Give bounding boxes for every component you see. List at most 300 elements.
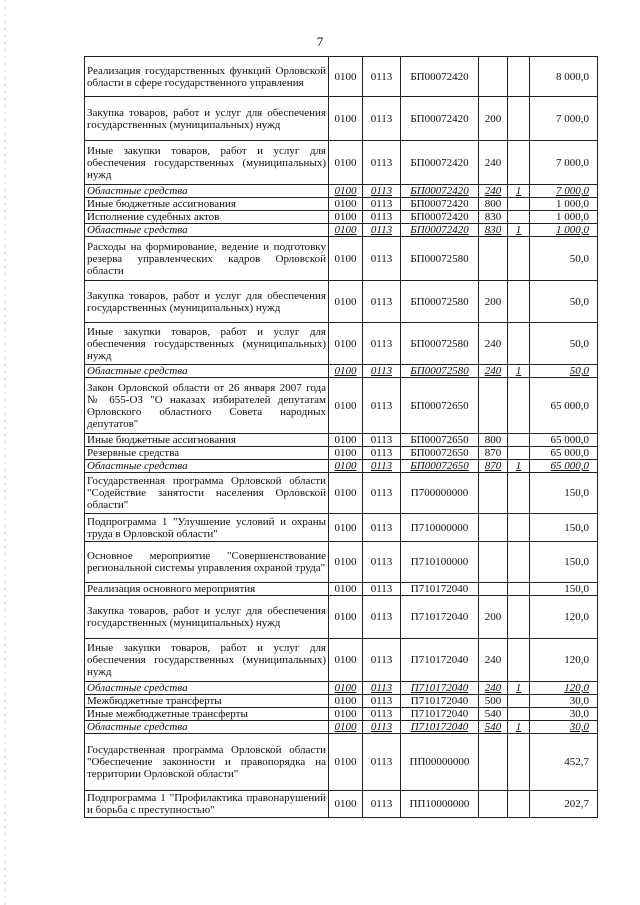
target-article-cell-text: БП00072580 [410,337,469,350]
target-article-cell [401,237,479,281]
section-code-cell-text: 0100 [334,521,357,534]
subsection-code-cell-text: 0113 [370,211,393,223]
target-article-cell-text: П700000000 [410,487,469,499]
expense-type-cell [479,721,508,734]
section-code-cell [329,198,363,211]
amount-cell-text: 1 000,0 [556,198,589,210]
target-article-cell-text: П710172040 [410,682,469,694]
row-name-cell [85,434,329,447]
row-name-cell [85,378,329,434]
target-article-cell [401,447,479,460]
row-name-cell-text: Областные средства [87,682,188,694]
funding-source-cell-text: 1 [515,365,522,377]
funding-source-cell [508,434,530,447]
subsection-code-cell-text: 0113 [370,112,393,125]
row-name-cell [85,791,329,818]
table-row-funds [85,682,598,695]
page-number: 7 [316,34,324,49]
row-name-cell-text: Иные бюджетные ассигнования [87,434,236,446]
target-article-cell-text: БП00072420 [410,198,469,210]
row-name-cell-text: Закупка товаров, работ и услуг для обеспечения государственных (муниципальных) нужд [87,605,326,629]
row-name-cell-text: Закупка товаров, работ и услуг для обеспечения государственных (муниципальных) нужд [87,289,326,314]
table-row [85,281,598,323]
funding-source-cell [508,583,530,596]
section-code-cell-text: 0100 [334,252,357,265]
section-code-cell-text: 0100 [334,611,357,623]
funding-source-cell [508,542,530,583]
table-row [85,734,598,791]
expense-type-cell-text: 870 [484,460,502,472]
funding-source-cell [508,185,530,198]
funding-source-cell [508,596,530,639]
section-code-cell [329,734,363,791]
amount-cell-text: 7 000,0 [556,156,589,169]
expense-type-cell-text: 200 [484,295,502,308]
amount-cell [530,639,598,682]
section-code-cell [329,596,363,639]
subsection-code-cell [363,281,401,323]
subsection-code-cell-text: 0113 [370,654,393,666]
amount-cell [530,791,598,818]
section-code-cell-text: 0100 [334,756,357,768]
row-name-cell-text: Областные средства [87,365,188,377]
section-code-cell-text: 0100 [334,399,357,412]
target-article-cell-text: БП00072650 [410,434,469,446]
funding-source-cell [508,323,530,365]
row-name-cell [85,323,329,365]
funding-source-cell [508,378,530,434]
amount-cell-text: 150,0 [564,487,589,499]
amount-cell [530,141,598,185]
funding-source-cell [508,682,530,695]
row-name-cell [85,542,329,583]
funding-source-cell [508,473,530,514]
row-name-cell [85,365,329,378]
target-article-cell [401,682,479,695]
row-name-cell [85,639,329,682]
table-row [85,542,598,583]
section-code-cell [329,57,363,97]
target-article-cell-text: БП00072420 [410,185,469,197]
section-code-cell-text: 0100 [334,434,357,446]
expense-type-cell [479,695,508,708]
row-name-cell [85,185,329,198]
subsection-code-cell-text: 0113 [370,185,393,197]
row-name-cell [85,141,329,185]
subsection-code-cell [363,542,401,583]
row-name-cell [85,57,329,97]
section-code-cell [329,185,363,198]
expense-type-cell [479,473,508,514]
target-article-cell-text: П710172040 [410,654,469,666]
row-name-cell-text: Исполнение судебных актов [87,211,220,223]
amount-cell [530,365,598,378]
target-article-cell-text: П710172040 [410,583,469,595]
expense-type-cell [479,378,508,434]
subsection-code-cell [363,434,401,447]
amount-cell-text: 65 000,0 [550,460,589,472]
subsection-code-cell-text: 0113 [370,252,393,265]
amount-cell-text: 150,0 [564,583,589,595]
section-code-cell-text: 0100 [334,185,357,197]
row-name-cell-text: Иные бюджетные ассигнования [87,198,236,210]
subsection-code-cell-text: 0113 [370,756,393,768]
amount-cell-text: 8 000,0 [556,70,589,83]
section-code-cell [329,323,363,365]
target-article-cell-text: БП00072420 [410,156,469,169]
section-code-cell-text: 0100 [334,798,357,810]
subsection-code-cell [363,211,401,224]
expense-type-cell [479,237,508,281]
subsection-code-cell-text: 0113 [370,708,393,720]
row-name-cell [85,682,329,695]
amount-cell-text: 65 000,0 [550,434,589,446]
subsection-code-cell-text: 0113 [370,337,393,350]
amount-cell-text: 1 000,0 [556,224,589,236]
amount-cell-text: 30,0 [569,695,589,707]
amount-cell-text: 30,0 [569,708,589,720]
section-code-cell [329,281,363,323]
funding-source-cell [508,695,530,708]
section-code-cell-text: 0100 [334,156,357,169]
subsection-code-cell-text: 0113 [370,198,393,210]
section-code-cell [329,639,363,682]
subsection-code-cell [363,721,401,734]
target-article-cell-text: ПП10000000 [409,798,470,810]
target-article-cell-text: П710100000 [410,556,469,568]
row-name-cell-text: Иные закупки товаров, работ и услуг для обеспечения государственных (муниципальных) нужд [87,325,326,362]
expense-type-cell [479,542,508,583]
expense-type-cell-text: 830 [484,224,502,236]
section-code-cell [329,791,363,818]
target-article-cell-text: БП00072580 [410,365,469,377]
row-name-cell [85,695,329,708]
target-article-cell [401,434,479,447]
target-article-cell [401,583,479,596]
target-article-cell [401,185,479,198]
target-article-cell [401,198,479,211]
section-code-cell-text: 0100 [334,708,357,720]
row-name-cell [85,237,329,281]
target-article-cell-text: П710172040 [410,708,469,720]
amount-cell [530,97,598,141]
expense-type-cell-text: 830 [484,211,502,223]
section-code-cell [329,473,363,514]
expense-type-cell-text: 240 [484,365,502,377]
table-row [85,447,598,460]
expense-type-cell-text: 240 [484,654,502,666]
funding-source-cell-text: 1 [515,682,522,694]
row-name-cell-text: Основное мероприятие "Совершенствование региональной системы управления охраной труда" [87,550,326,574]
amount-cell-text: 150,0 [564,521,589,534]
subsection-code-cell [363,365,401,378]
subsection-code-cell [363,695,401,708]
row-name-cell [85,583,329,596]
expense-type-cell [479,57,508,97]
subsection-code-cell-text: 0113 [370,447,393,459]
expense-type-cell [479,281,508,323]
table-row [85,97,598,141]
funding-source-cell [508,721,530,734]
funding-source-cell [508,639,530,682]
section-code-cell [329,708,363,721]
subsection-code-cell [363,682,401,695]
subsection-code-cell [363,141,401,185]
amount-cell [530,198,598,211]
table-row [85,583,598,596]
target-article-cell [401,281,479,323]
target-article-cell-text: БП00072580 [410,295,469,308]
amount-cell-text: 1 000,0 [556,211,589,223]
amount-cell [530,434,598,447]
row-name-cell-text: Областные средства [87,460,188,472]
expense-type-cell-text: 540 [484,708,502,720]
row-name-cell [85,460,329,473]
section-code-cell-text: 0100 [334,583,357,595]
subsection-code-cell [363,639,401,682]
expense-type-cell [479,791,508,818]
target-article-cell [401,365,479,378]
target-article-cell-text: П710172040 [410,611,469,623]
target-article-cell [401,734,479,791]
section-code-cell-text: 0100 [334,365,357,377]
row-name-cell-text: Иные межбюджетные трансферты [87,708,248,720]
row-name-cell [85,211,329,224]
funding-source-cell-text: 1 [515,185,522,197]
expense-type-cell-text: 240 [484,185,502,197]
expense-type-cell-text: 200 [484,112,502,125]
funding-source-cell [508,514,530,542]
funding-source-cell-text: 1 [515,460,522,472]
expense-type-cell-text: 800 [484,434,502,446]
expense-type-cell [479,682,508,695]
row-name-cell-text: Расходы на формирование, ведение и подготовку резерва управленческих кадров Орловской области [87,240,326,277]
subsection-code-cell [363,198,401,211]
section-code-cell [329,542,363,583]
target-article-cell-text: БП00072650 [410,399,469,412]
table-row [85,211,598,224]
amount-cell-text: 50,0 [569,252,589,265]
subsection-code-cell-text: 0113 [370,798,393,810]
amount-cell [530,57,598,97]
section-code-cell-text: 0100 [334,460,357,472]
target-article-cell [401,596,479,639]
target-article-cell-text: БП00072650 [410,447,469,459]
table-row [85,695,598,708]
amount-cell [530,211,598,224]
table-row [85,791,598,818]
expense-type-cell [479,365,508,378]
amount-cell [530,281,598,323]
amount-cell [530,514,598,542]
amount-cell [530,473,598,514]
row-name-cell-text: Государственная программа Орловской области "Содействие занятости населения Орловской области" [87,475,326,511]
amount-cell [530,708,598,721]
expense-type-cell-text: 240 [484,682,502,694]
table-row [85,708,598,721]
subsection-code-cell [363,378,401,434]
section-code-cell [329,695,363,708]
expense-type-cell-text: 800 [484,198,502,210]
subsection-code-cell [363,473,401,514]
table-row-funds [85,224,598,237]
amount-cell [530,323,598,365]
table-row [85,323,598,365]
funding-source-cell [508,141,530,185]
section-code-cell [329,460,363,473]
subsection-code-cell-text: 0113 [370,583,393,595]
target-article-cell-text: БП00072650 [410,460,469,472]
expense-type-cell [479,596,508,639]
section-code-cell [329,434,363,447]
row-name-cell-text: Закон Орловской области от 26 января 2007 года № 655-ОЗ "О наказах избирателей депутатам Орловского областного Совета народных депутатов" [87,381,326,430]
subsection-code-cell [363,57,401,97]
amount-cell [530,542,598,583]
target-article-cell [401,224,479,237]
expense-type-cell-text: 240 [484,156,502,169]
subsection-code-cell [363,734,401,791]
section-code-cell-text: 0100 [334,70,357,83]
row-name-cell-text: Подпрограмма 1 "Улучшение условий и охраны труда в Орловской области" [87,515,326,540]
amount-cell-text: 65 000,0 [550,447,589,459]
target-article-cell-text: БП00072580 [410,252,469,265]
section-code-cell-text: 0100 [334,224,357,236]
subsection-code-cell-text: 0113 [370,460,393,472]
amount-cell-text: 120,0 [564,682,589,694]
expense-type-cell-text: 200 [484,611,502,623]
amount-cell [530,596,598,639]
target-article-cell [401,57,479,97]
funding-source-cell-text: 1 [515,224,522,236]
scan-edge-marks [4,0,6,905]
row-name-cell-text: Областные средства [87,185,188,197]
subsection-code-cell-text: 0113 [370,721,393,733]
funding-source-cell [508,97,530,141]
row-name-cell [85,97,329,141]
row-name-cell-text: Закупка товаров, работ и услуг для обеспечения государственных (муниципальных) нужд [87,106,326,131]
subsection-code-cell [363,323,401,365]
section-code-cell-text: 0100 [334,337,357,350]
row-name-cell-text: Межбюджетные трансферты [87,695,222,707]
subsection-code-cell [363,447,401,460]
table-row-funds [85,460,598,473]
row-name-cell-text: Реализация государственных функций Орловской области в сфере государственного управления [87,64,326,89]
table-row [85,596,598,639]
target-article-cell [401,708,479,721]
row-name-cell [85,708,329,721]
expense-type-cell [479,185,508,198]
row-name-cell [85,596,329,639]
table-row [85,434,598,447]
target-article-cell [401,514,479,542]
target-article-cell-text: БП00072420 [410,112,469,125]
expense-type-cell [479,224,508,237]
row-name-cell [85,224,329,237]
amount-cell [530,721,598,734]
target-article-cell-text: БП00072420 [410,224,469,236]
row-name-cell [85,198,329,211]
target-article-cell-text: БП00072420 [410,70,469,83]
table-body [85,57,598,818]
section-code-cell-text: 0100 [334,198,357,210]
amount-cell [530,695,598,708]
row-name-cell [85,734,329,791]
expense-type-cell-text: 500 [484,695,502,707]
expense-type-cell [479,198,508,211]
section-code-cell [329,211,363,224]
expense-type-cell [479,639,508,682]
target-article-cell [401,211,479,224]
amount-cell [530,224,598,237]
funding-source-cell-text: 1 [515,721,522,733]
row-name-cell [85,514,329,542]
expense-type-cell [479,447,508,460]
subsection-code-cell [363,514,401,542]
target-article-cell [401,721,479,734]
amount-cell-text: 50,0 [569,295,589,308]
subsection-code-cell-text: 0113 [370,224,393,236]
section-code-cell-text: 0100 [334,211,357,223]
section-code-cell-text: 0100 [334,295,357,308]
row-name-cell-text: Резервные средства [87,447,180,459]
target-article-cell-text: ПП00000000 [409,756,470,768]
target-article-cell [401,639,479,682]
subsection-code-cell-text: 0113 [370,682,393,694]
expense-type-cell [479,141,508,185]
subsection-code-cell-text: 0113 [370,521,393,534]
section-code-cell-text: 0100 [334,447,357,459]
target-article-cell [401,695,479,708]
subsection-code-cell [363,460,401,473]
section-code-cell [329,447,363,460]
amount-cell-text: 150,0 [564,556,589,568]
target-article-cell-text: БП00072420 [410,211,469,223]
row-name-cell-text: Подпрограмма 1 "Профилактика правонарушений и борьба с преступностью" [87,792,326,816]
amount-cell [530,460,598,473]
funding-source-cell [508,224,530,237]
section-code-cell [329,721,363,734]
target-article-cell [401,791,479,818]
expense-type-cell-text: 540 [484,721,502,733]
row-name-cell [85,473,329,514]
expense-type-cell [479,323,508,365]
subsection-code-cell [363,237,401,281]
subsection-code-cell-text: 0113 [370,695,393,707]
amount-cell-text: 50,0 [569,337,589,350]
amount-cell [530,447,598,460]
section-code-cell [329,224,363,237]
section-code-cell [329,514,363,542]
section-code-cell-text: 0100 [334,654,357,666]
section-code-cell-text: 0100 [334,112,357,125]
target-article-cell [401,473,479,514]
funding-source-cell [508,198,530,211]
section-code-cell [329,378,363,434]
expense-type-cell [479,734,508,791]
funding-source-cell [508,281,530,323]
expense-type-cell [479,708,508,721]
amount-cell-text: 50,0 [569,365,589,377]
row-name-cell-text: Реализация основного мероприятия [87,583,256,595]
subsection-code-cell-text: 0113 [370,156,393,169]
subsection-code-cell [363,791,401,818]
row-name-cell [85,281,329,323]
row-name-cell-text: Областные средства [87,721,188,733]
section-code-cell [329,97,363,141]
table-row [85,237,598,281]
subsection-code-cell [363,708,401,721]
subsection-code-cell-text: 0113 [370,70,393,83]
